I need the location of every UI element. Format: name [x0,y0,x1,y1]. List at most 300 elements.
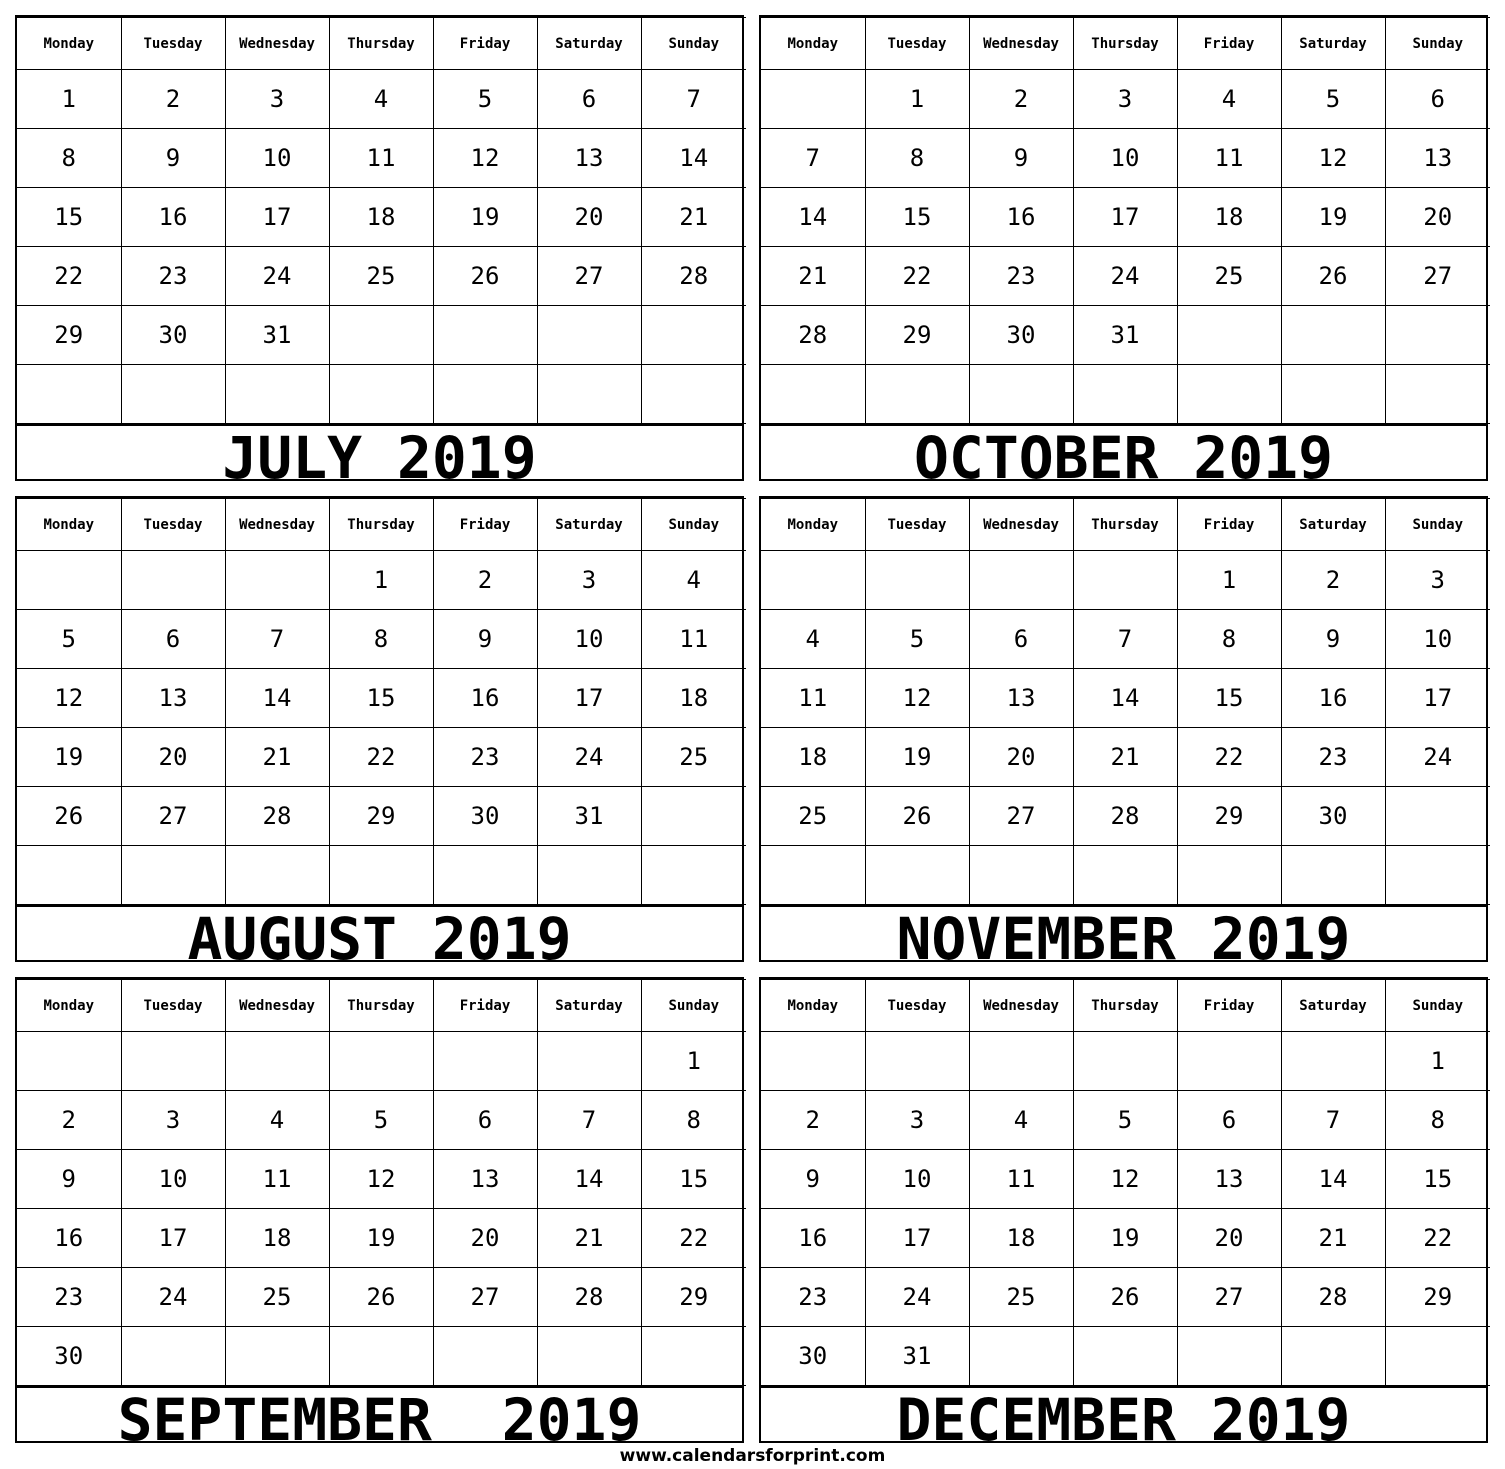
day-cell: 22 [17,247,121,306]
day-cell [641,306,746,365]
week-row [17,1268,746,1327]
day-cell: 14 [641,129,746,188]
weekday-header: Friday [1177,980,1281,1032]
day-cell: 19 [433,188,537,247]
day-cell: 4 [969,1091,1073,1150]
day-cell: 22 [1385,1209,1490,1268]
day-cell: 11 [329,129,433,188]
day-cell: 14 [225,669,329,728]
day-cell: 1 [1177,551,1281,610]
day-cell: 4 [329,70,433,129]
day-cell: 4 [225,1091,329,1150]
day-cell: 9 [761,1150,865,1209]
day-cell [329,1327,433,1386]
day-cell: 17 [537,669,641,728]
day-cell: 21 [537,1209,641,1268]
day-cell [433,1327,537,1386]
day-cell: 20 [121,728,225,787]
day-cell [433,846,537,905]
month-grid [17,979,746,1386]
day-cell: 26 [329,1268,433,1327]
day-cell: 26 [865,787,969,846]
day-cell: 22 [329,728,433,787]
weekday-header: Saturday [537,980,641,1032]
weekday-header: Monday [17,18,121,70]
weekday-header: Sunday [641,980,746,1032]
day-cell [1177,306,1281,365]
month-title: SEPTEMBER 2019 [17,1386,742,1444]
day-cell [121,1327,225,1386]
week-row [17,1032,746,1091]
day-cell: 19 [17,728,121,787]
weekday-header: Monday [761,980,865,1032]
week-row [761,1268,1490,1327]
day-cell: 13 [537,129,641,188]
day-cell: 14 [1073,669,1177,728]
day-cell: 11 [969,1150,1073,1209]
week-row [17,365,746,424]
day-cell: 23 [17,1268,121,1327]
week-row [17,846,746,905]
day-cell: 22 [865,247,969,306]
weekday-header: Saturday [1281,18,1385,70]
day-cell [225,1327,329,1386]
day-cell [433,365,537,424]
day-cell [761,551,865,610]
day-cell: 11 [1177,129,1281,188]
day-cell [641,846,746,905]
day-cell: 16 [1281,669,1385,728]
day-cell: 20 [1177,1209,1281,1268]
day-cell: 9 [433,610,537,669]
day-cell: 23 [121,247,225,306]
month-title: AUGUST 2019 [17,905,742,963]
day-cell: 18 [1177,188,1281,247]
month-grid [17,498,746,905]
day-cell: 29 [1385,1268,1490,1327]
weekday-header: Saturday [1281,499,1385,551]
weekday-header: Wednesday [969,499,1073,551]
day-cell: 16 [121,188,225,247]
weekday-header-row [761,980,1490,1032]
day-cell: 23 [433,728,537,787]
day-cell [1073,1327,1177,1386]
weekday-header: Tuesday [121,18,225,70]
day-cell [969,551,1073,610]
day-cell: 28 [641,247,746,306]
day-cell: 12 [329,1150,433,1209]
day-cell [225,846,329,905]
day-cell: 7 [1073,610,1177,669]
day-cell [433,1032,537,1091]
day-cell: 3 [865,1091,969,1150]
day-cell: 15 [641,1150,746,1209]
day-cell [225,365,329,424]
week-row [17,610,746,669]
day-cell: 7 [641,70,746,129]
day-cell: 9 [969,129,1073,188]
day-cell [17,365,121,424]
day-cell: 6 [537,70,641,129]
day-cell [1177,846,1281,905]
day-cell: 30 [17,1327,121,1386]
week-row [17,1327,746,1386]
day-cell: 10 [225,129,329,188]
day-cell: 25 [329,247,433,306]
month-grid [761,17,1490,424]
day-cell [1073,1032,1177,1091]
day-cell [865,365,969,424]
weekday-header: Sunday [1385,499,1490,551]
day-cell: 6 [969,610,1073,669]
day-cell [1177,365,1281,424]
day-cell: 9 [121,129,225,188]
weekday-header: Sunday [1385,980,1490,1032]
day-cell [121,365,225,424]
week-row [761,1209,1490,1268]
day-cell: 11 [225,1150,329,1209]
day-cell: 1 [1385,1032,1490,1091]
week-row [761,551,1490,610]
day-cell: 24 [225,247,329,306]
day-cell: 24 [537,728,641,787]
day-cell [969,846,1073,905]
day-cell: 27 [1177,1268,1281,1327]
day-cell: 12 [865,669,969,728]
weekday-header: Thursday [1073,18,1177,70]
day-cell: 13 [1385,129,1490,188]
month-title: OCTOBER 2019 [761,424,1486,482]
day-cell: 28 [537,1268,641,1327]
day-cell: 28 [1073,787,1177,846]
day-cell: 30 [969,306,1073,365]
month-calendar-december [759,977,1488,1443]
day-cell: 30 [761,1327,865,1386]
weekday-header: Monday [761,499,865,551]
day-cell: 21 [761,247,865,306]
weekday-header: Saturday [537,18,641,70]
weekday-header: Friday [433,499,537,551]
week-row [761,728,1490,787]
day-cell [329,306,433,365]
day-cell: 7 [761,129,865,188]
day-cell: 21 [1073,728,1177,787]
day-cell [1281,846,1385,905]
day-cell: 19 [1281,188,1385,247]
day-cell [1177,1032,1281,1091]
day-cell: 8 [865,129,969,188]
day-cell: 5 [1281,70,1385,129]
day-cell: 4 [641,551,746,610]
day-cell: 10 [537,610,641,669]
day-cell: 25 [641,728,746,787]
day-cell: 29 [1177,787,1281,846]
day-cell: 10 [1073,129,1177,188]
day-cell: 16 [17,1209,121,1268]
day-cell: 11 [761,669,865,728]
weekday-header: Saturday [1281,980,1385,1032]
week-row [761,129,1490,188]
week-row [17,669,746,728]
day-cell: 31 [537,787,641,846]
day-cell: 17 [225,188,329,247]
month-grid [761,498,1490,905]
day-cell [1385,787,1490,846]
day-cell: 3 [121,1091,225,1150]
week-row [17,188,746,247]
day-cell: 31 [225,306,329,365]
day-cell: 29 [641,1268,746,1327]
day-cell: 23 [1281,728,1385,787]
day-cell: 25 [1177,247,1281,306]
day-cell [641,1327,746,1386]
week-row [761,787,1490,846]
weekday-header: Friday [433,18,537,70]
weekday-header: Wednesday [969,18,1073,70]
weekday-header-row [17,18,746,70]
weekday-header: Sunday [1385,18,1490,70]
day-cell [225,551,329,610]
day-cell: 10 [865,1150,969,1209]
day-cell: 30 [121,306,225,365]
day-cell [1385,1327,1490,1386]
day-cell: 12 [1073,1150,1177,1209]
day-cell [761,846,865,905]
week-row [17,787,746,846]
day-cell [969,365,1073,424]
weekday-header: Wednesday [969,980,1073,1032]
day-cell [641,365,746,424]
day-cell: 12 [17,669,121,728]
day-cell [761,365,865,424]
day-cell [865,551,969,610]
day-cell [17,551,121,610]
day-cell [1385,365,1490,424]
day-cell: 16 [433,669,537,728]
weekday-header: Monday [761,18,865,70]
day-cell: 12 [1281,129,1385,188]
day-cell: 16 [761,1209,865,1268]
weekday-header: Monday [17,499,121,551]
weekday-header: Friday [1177,499,1281,551]
day-cell: 28 [761,306,865,365]
day-cell: 1 [865,70,969,129]
day-cell: 13 [1177,1150,1281,1209]
week-row [761,306,1490,365]
day-cell [121,551,225,610]
day-cell: 3 [225,70,329,129]
day-cell: 30 [1281,787,1385,846]
day-cell: 28 [1281,1268,1385,1327]
day-cell: 9 [1281,610,1385,669]
day-cell: 21 [641,188,746,247]
day-cell [1073,365,1177,424]
day-cell: 1 [17,70,121,129]
day-cell: 1 [641,1032,746,1091]
week-row [761,247,1490,306]
week-row [761,1327,1490,1386]
week-row [761,1032,1490,1091]
week-row [761,1091,1490,1150]
day-cell: 5 [1073,1091,1177,1150]
day-cell [1281,1032,1385,1091]
day-cell [969,1032,1073,1091]
day-cell: 30 [433,787,537,846]
month-title: JULY 2019 [17,424,742,482]
month-title: NOVEMBER 2019 [761,905,1486,963]
day-cell: 24 [1073,247,1177,306]
weekday-header: Thursday [1073,980,1177,1032]
day-cell: 13 [433,1150,537,1209]
day-cell: 18 [641,669,746,728]
day-cell [537,846,641,905]
day-cell: 2 [1281,551,1385,610]
month-grid [17,17,746,424]
day-cell: 15 [329,669,433,728]
day-cell: 15 [1385,1150,1490,1209]
day-cell: 3 [537,551,641,610]
day-cell [17,846,121,905]
weekday-header: Tuesday [865,499,969,551]
month-grid [761,979,1490,1386]
weekday-header: Sunday [641,18,746,70]
day-cell: 5 [329,1091,433,1150]
week-row [761,610,1490,669]
day-cell: 31 [1073,306,1177,365]
weekday-header-row [761,499,1490,551]
weekday-header: Thursday [329,980,433,1032]
day-cell: 31 [865,1327,969,1386]
week-row [17,551,746,610]
day-cell: 27 [969,787,1073,846]
weekday-header: Friday [1177,18,1281,70]
day-cell: 5 [865,610,969,669]
day-cell: 4 [761,610,865,669]
day-cell: 29 [329,787,433,846]
weekday-header: Thursday [329,499,433,551]
week-row [17,1150,746,1209]
day-cell [1385,846,1490,905]
day-cell: 26 [1073,1268,1177,1327]
day-cell: 19 [329,1209,433,1268]
week-row [17,1091,746,1150]
day-cell: 17 [121,1209,225,1268]
day-cell: 4 [1177,70,1281,129]
week-row [17,129,746,188]
day-cell: 19 [865,728,969,787]
day-cell: 17 [1073,188,1177,247]
day-cell [969,1327,1073,1386]
day-cell: 5 [433,70,537,129]
day-cell: 2 [121,70,225,129]
day-cell: 8 [17,129,121,188]
day-cell: 26 [1281,247,1385,306]
day-cell: 7 [225,610,329,669]
day-cell: 13 [121,669,225,728]
day-cell [1073,846,1177,905]
day-cell: 6 [433,1091,537,1150]
week-row [761,846,1490,905]
day-cell: 14 [1281,1150,1385,1209]
day-cell [1281,1327,1385,1386]
day-cell [1385,306,1490,365]
day-cell: 7 [1281,1091,1385,1150]
weekday-header-row [17,499,746,551]
day-cell: 3 [1385,551,1490,610]
day-cell: 2 [433,551,537,610]
day-cell: 22 [1177,728,1281,787]
day-cell: 10 [121,1150,225,1209]
weekday-header: Tuesday [865,980,969,1032]
day-cell: 27 [1385,247,1490,306]
day-cell: 11 [641,610,746,669]
day-cell: 25 [969,1268,1073,1327]
day-cell: 14 [761,188,865,247]
day-cell: 8 [641,1091,746,1150]
day-cell: 12 [433,129,537,188]
day-cell: 27 [433,1268,537,1327]
weekday-header: Thursday [329,18,433,70]
day-cell: 29 [17,306,121,365]
day-cell [1281,306,1385,365]
day-cell: 23 [969,247,1073,306]
day-cell: 20 [1385,188,1490,247]
month-title: DECEMBER 2019 [761,1386,1486,1444]
day-cell: 6 [1177,1091,1281,1150]
weekday-header-row [761,18,1490,70]
day-cell: 25 [225,1268,329,1327]
day-cell: 20 [969,728,1073,787]
day-cell [1281,365,1385,424]
month-calendar-july [15,15,744,481]
weekday-header-row [17,980,746,1032]
day-cell: 7 [537,1091,641,1150]
day-cell [1073,551,1177,610]
day-cell [121,846,225,905]
week-row [17,306,746,365]
day-cell: 20 [433,1209,537,1268]
week-row [761,188,1490,247]
day-cell: 16 [969,188,1073,247]
day-cell: 6 [1385,70,1490,129]
week-row [761,1150,1490,1209]
day-cell: 17 [865,1209,969,1268]
day-cell: 8 [1385,1091,1490,1150]
weekday-header: Friday [433,980,537,1032]
day-cell: 15 [1177,669,1281,728]
day-cell: 26 [433,247,537,306]
day-cell: 18 [329,188,433,247]
day-cell [761,1032,865,1091]
day-cell [329,1032,433,1091]
day-cell: 8 [329,610,433,669]
weekday-header: Tuesday [865,18,969,70]
weekday-header: Tuesday [121,980,225,1032]
day-cell: 24 [865,1268,969,1327]
day-cell: 5 [17,610,121,669]
day-cell [329,846,433,905]
weekday-header: Wednesday [225,980,329,1032]
day-cell: 13 [969,669,1073,728]
day-cell: 28 [225,787,329,846]
weekday-header: Saturday [537,499,641,551]
day-cell: 14 [537,1150,641,1209]
day-cell: 19 [1073,1209,1177,1268]
day-cell [865,846,969,905]
day-cell: 24 [1385,728,1490,787]
weekday-header: Monday [17,980,121,1032]
day-cell: 18 [969,1209,1073,1268]
